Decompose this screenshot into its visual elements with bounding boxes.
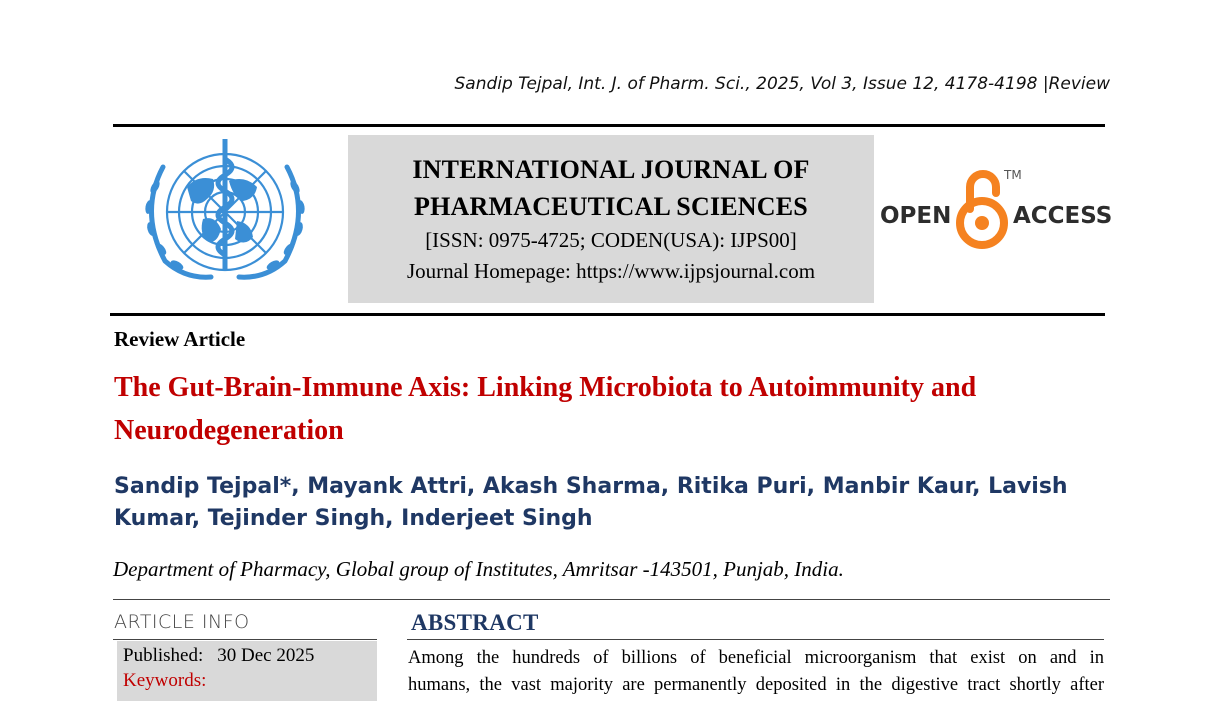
journal-title (348, 151, 874, 225)
open-lock-icon (954, 165, 1010, 251)
open-access-word-open: OPEN (880, 203, 952, 229)
journal-title-line2: PHARMACEUTICAL SCIENCES (414, 192, 808, 221)
article-type: Review Article (114, 327, 246, 351)
journal-emblem-icon (125, 137, 325, 287)
published-date: 30 Dec 2025 (217, 645, 315, 666)
article-title: The Gut-Brain-Immune Axis: Linking Microbiota to Autoimmunity and Neurodegeneration (114, 372, 977, 446)
abstract-line: Among the hundreds of billions of beneficial microorganism that exist on and in (408, 648, 1104, 668)
published-label: Published: (123, 645, 204, 666)
article-info-box (117, 641, 377, 701)
masthead-bottom-rule (110, 313, 1105, 316)
open-access-word-access: ACCESS (1013, 203, 1113, 229)
abstract-heading: ABSTRACT (411, 610, 539, 635)
section-rule (113, 599, 1110, 600)
abstract-text (408, 645, 1104, 699)
open-access-logo (880, 165, 1113, 255)
article-info-heading: ARTICLE INFO (114, 611, 250, 633)
journal-title-line1: INTERNATIONAL JOURNAL OF (412, 155, 810, 184)
running-head: Sandip Tejpal, Int. J. of Pharm. Sci., 2025, Vol 3, Issue 12, 4178-4198 |Review (454, 74, 1110, 94)
keywords-label: Keywords: (123, 670, 207, 691)
journal-issn: [ISSN: 0975-4725; CODEN(USA): IJPS00] (425, 228, 797, 252)
journal-masthead (348, 135, 874, 303)
published-row (123, 645, 314, 667)
trademark-mark: TM (1004, 168, 1022, 182)
affiliation: Department of Pharmacy, Global group of Institutes, Amritsar -143501, Punjab, India. (113, 557, 844, 581)
abstract-rule (407, 639, 1104, 640)
article-info-rule (113, 639, 377, 640)
top-rule (113, 124, 1105, 127)
abstract-line: humans, the vast majority are permanently deposited in the digestive tract shortly after (408, 675, 1104, 695)
author-list: Sandip Tejpal*, Mayank Attri, Akash Sharma, Ritika Puri, Manbir Kaur, Lavish Kumar, Tejinder Singh, Inderjeet Singh (114, 474, 1068, 531)
journal-homepage[interactable]: Journal Homepage: https://www.ijpsjournal.com (406, 259, 816, 283)
